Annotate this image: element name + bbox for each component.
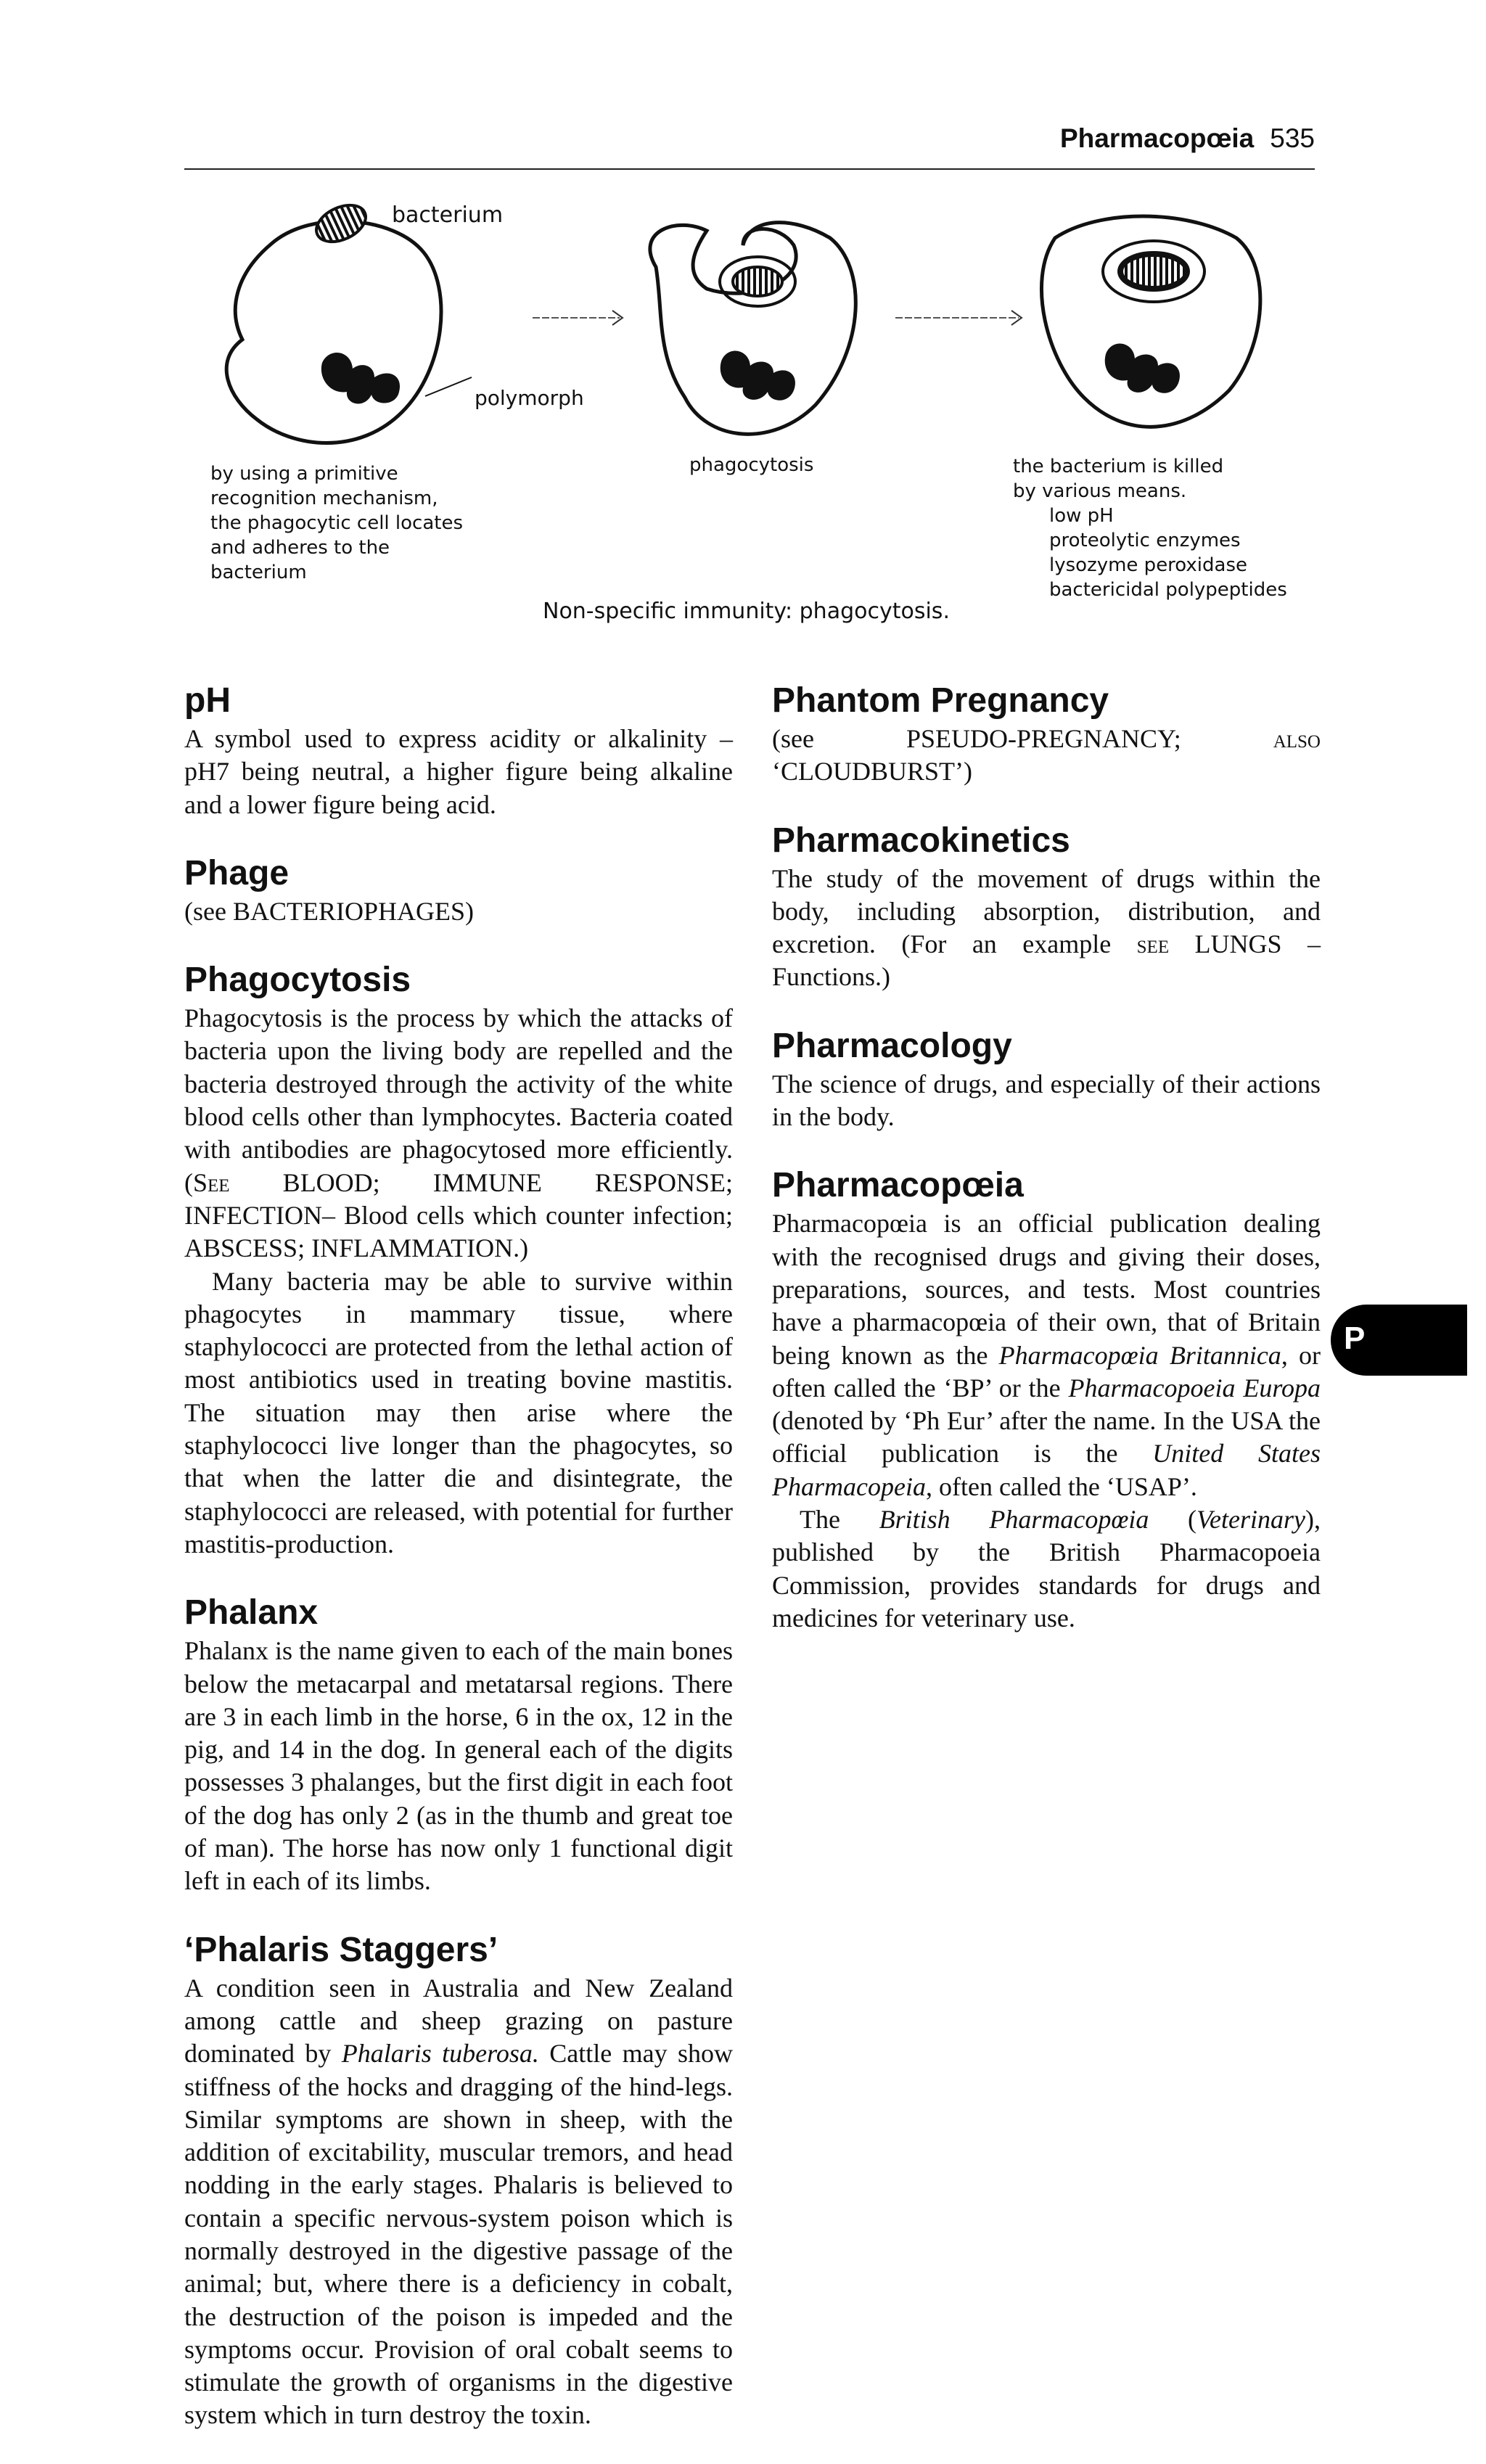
label-step2: phagocytosis [689,454,814,476]
entry-pharmacology [772,1026,1321,1134]
cell-1-outline [226,221,441,443]
entry-title: Phalanx [184,1593,319,1633]
label-bacterium: bacterium [392,202,504,228]
entry-phage [184,853,733,928]
entry-body: The science of drugs, and especially of their actions in the body. [772,1069,1321,1132]
cross-reference: (see BACTERIOPHAGES) [184,896,474,926]
entry-body-2: Many bacteria may be able to survive within phagocytes in mammary tissue, where staphylococci are protected from the lethal action of most antibiotics used in treating bovine mastitis. The situation may then arise where the staphylococci live longer than the phagocytes, so that when the latter die and disintegrate, the staphylococci are released, with potential for further mastitis-production. [184,1266,733,1559]
bacterium-1 [311,198,372,249]
entry-title: ‘Phalaris Staggers’ [184,1930,498,1969]
entry-title: pH [184,681,231,720]
entry-body: The study of the movement of drugs within the body, including absorption, distribution, and excretion. (For an example see LUNGS – Functions.) [772,863,1321,992]
page-number: 535 [1270,123,1315,153]
entry-body: A symbol used to express acidity or alkalinity – pH7 being neutral, a higher figure being alkaline and a lower figure being acid. [184,724,733,819]
entry-title: Phage [184,853,290,892]
running-header [184,122,1315,170]
label-step1: by using a primitive recognition mechanism, the phagocytic cell locates and adheres to the bacterium [210,463,464,583]
entry-phagocytosis [184,960,733,1561]
entry-title: Phantom Pregnancy [772,681,1109,720]
nucleus-3 [1105,344,1180,393]
entry-body: Pharmacopœia is an official publication dealing with the recognised drugs and giving their doses, preparations, sources, and tests. Most countries have a pharmacopœia of their own, that of Britain being known as the Pharmacopœia Britannica, or often called the ‘BP’ or the Pharmacopoeia Europa (denoted by ‘Ph Eur’ after the name. In the USA the official publication is the United States Pharmacopeia, often called the ‘USAP’. [772,1209,1321,1501]
left-column [184,681,733,2464]
bacterium-3 [1120,254,1187,289]
entry-phalaris-staggers [184,1930,733,2432]
figure-caption: Non-specific immunity: phagocytosis. [543,599,950,624]
entry-body-2: The British Pharmacopœia (Veterinary), published by the British Pharmacopoeia Commission, provides standards for drugs and medicines for veterinary use. [772,1505,1321,1633]
bacterium-2 [733,267,782,296]
entry-phalanx [184,1593,733,1897]
entry-title: Pharmacokinetics [772,821,1070,860]
cell-2-outline [650,223,855,435]
running-head [1060,123,1315,154]
entry-title: Pharmacology [772,1026,1012,1065]
nucleus-1 [321,353,400,403]
entry-pharmacopoeia [772,1165,1321,1635]
entry-pharmacokinetics [772,821,1321,994]
thumb-index-letter: P [1344,1321,1366,1356]
entry-body: A condition seen in Australia and New Zealand among cattle and sheep grazing on pasture dominated by Phalaris tuberosa. Cattle may show stiffness of the hocks and dragging of the hind-legs. Similar symptoms are shown in sheep, with the addition of excitability, muscular tremors, and head nodding in the early stages. Phalaris is believed to contain a specific nervous-system poison which is normally destroyed in the digestive passage of the animal; but, where there is a deficiency in cobalt, the destruction of the poison is impeded and the symptoms occur. Provision of oral cobalt seems to stimulate the growth of organisms in the digestive system which in turn destroy the toxin. [184,1973,733,2430]
label-step3: the bacterium is killed by various means. low pH proteolytic enzymes lysozyme peroxidase bactericidal polypeptides [1013,456,1287,601]
thumb-index-tab [1331,1305,1467,1376]
entry-body: Phagocytosis is the process by which the attacks of bacteria upon the living body are repelled and the bacteria destroyed through the activity of the white blood cells other than lymphocytes. Bacteria coated with antibodies are phagocytosed more efficiently. (See BLOOD; IMMUNE RESPONSE; INFECTION– Blood cells which counter infection; ABSCESS; INFLAMMATION.) [184,1003,733,1263]
cross-reference: (see PSEUDO-PREGNANCY; also ‘CLOUDBURST’) [772,724,1321,787]
cell-3-outline [1041,216,1260,427]
right-column [772,681,1321,1667]
entry-phantom-pregnancy [772,681,1321,789]
section-title: Pharmacopœia [1059,123,1255,153]
entry-body: Phalanx is the name given to each of the main bones below the metacarpal and metatarsal regions. There are 3 in each limb in the horse, 6 in the ox, 12 in the pig, and 14 in the dog. In general each of the digits possesses 3 phalanges, but the first digit in each foot of the dog has only 2 (as in the thumb and great toe of man). The horse has now only 1 functional digit left in each of its limbs. [184,1636,733,1896]
entry-ph [184,681,733,821]
entry-title: Pharmacopœia [772,1166,1024,1205]
entry-title: Phagocytosis [184,961,411,1000]
label-polymorph: polymorph [475,386,584,410]
nucleus-2 [721,351,795,401]
phagocytosis-figure [184,187,1315,652]
